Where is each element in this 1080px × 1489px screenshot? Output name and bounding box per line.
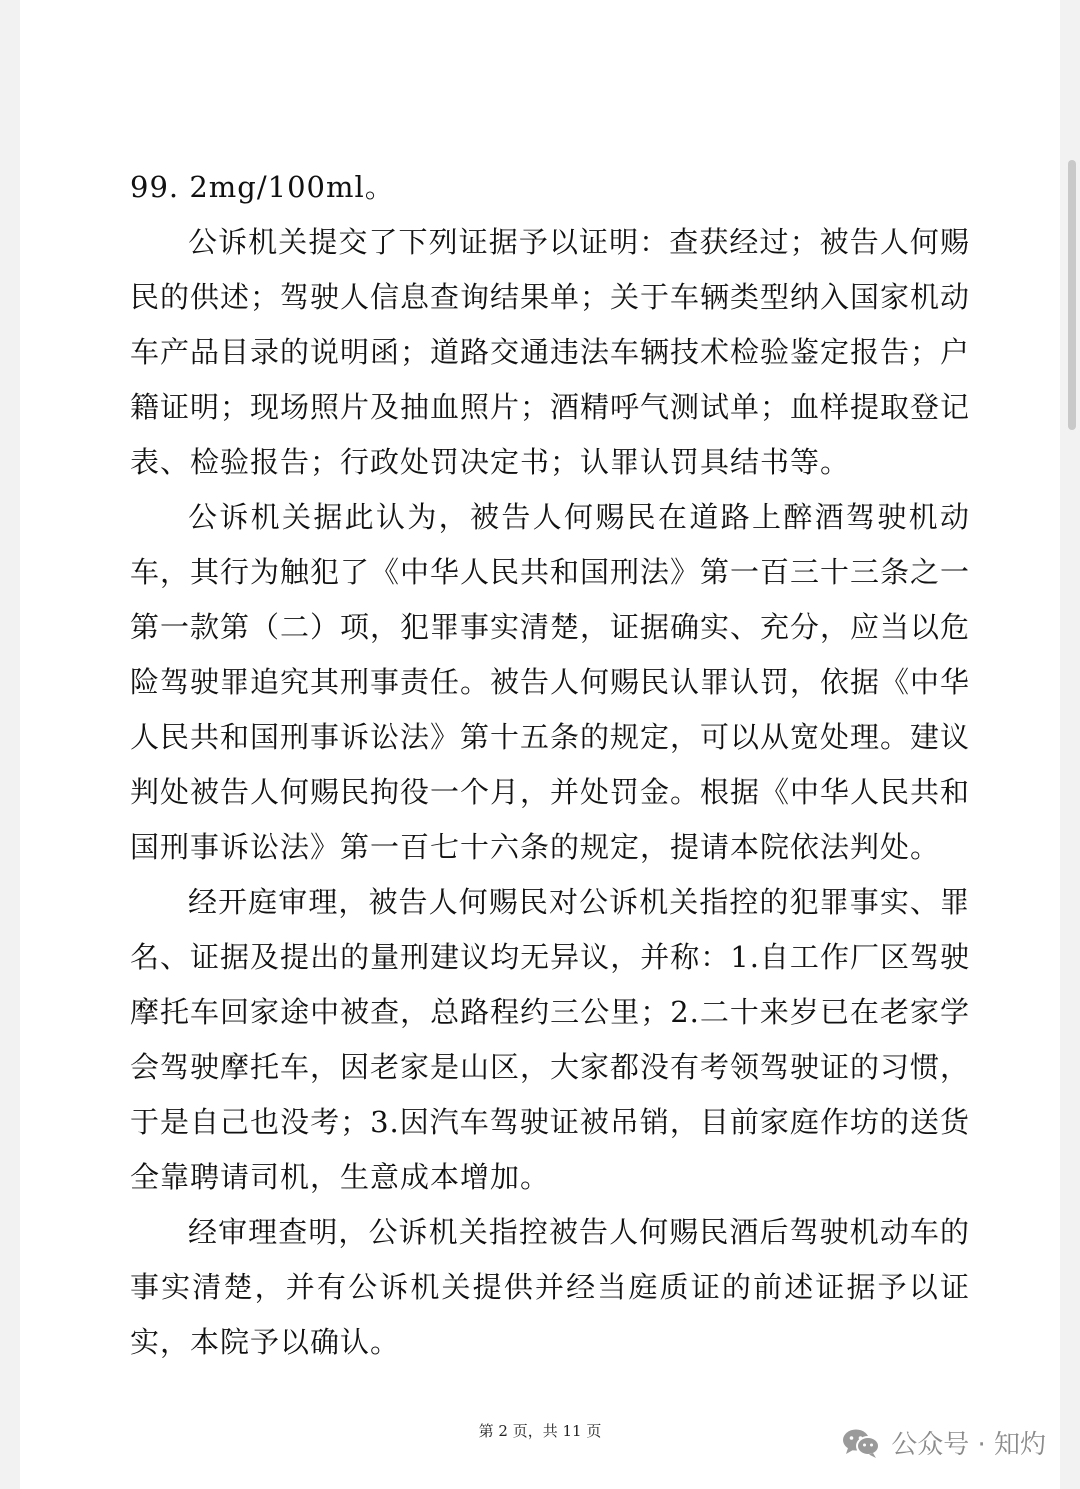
page-number: 第 2 页，共 11 页: [478, 1422, 602, 1440]
paragraph-court-finding: 经审理查明，公诉机关指控被告人何赐民酒后驾驶机动车的事实清楚，并有公诉机关提供并经当庭质证的前述证据予以证实，本院予以确认。: [130, 1215, 970, 1359]
wechat-watermark: [841, 1424, 1046, 1461]
watermark-text: 公众号 · 知灼: [891, 1430, 1046, 1460]
scrollbar-thumb[interactable]: [1068, 160, 1076, 430]
paragraph-continuation: 99. 2mg/100ml。: [130, 170, 395, 204]
paragraph-prosecution-opinion: 公诉机关据此认为，被告人何赐民在道路上醉酒驾驶机动车，其行为触犯了《中华人民共和国刑法》第一百三十三条之一第一款第（二）项，犯罪事实清楚，证据确实、充分，应当以危险驾驶罪追究其刑事责任。被告人何赐民认罪认罚，依据《中华人民共和国刑事诉讼法》第十五条的规定，可以从宽处理。建议判处被告人何赐民拘役一个月，并处罚金。根据《中华人民共和国刑事诉讼法》第一百七十六条的规定，提请本院依法判处。: [130, 500, 971, 864]
wechat-icon: [841, 1427, 881, 1459]
document-page: [20, 0, 1060, 1489]
paragraph-evidence: 公诉机关提交了下列证据予以证明：查获经过；被告人何赐民的供述；驾驶人信息查询结果单；关于车辆类型纳入国家机动车产品目录的说明函；道路交通违法车辆技术检验鉴定报告；户籍证明；现场照片及抽血照片；酒精呼气测试单；血样提取登记表、检验报告；行政处罚决定书；认罪认罚具结书等。: [130, 225, 971, 479]
paragraph-trial-statement: 经开庭审理，被告人何赐民对公诉机关指控的犯罪事实、罪名、证据及提出的量刑建议均无异议，并称：1.自工作厂区驾驶摩托车回家途中被查，总路程约三公里；2.二十来岁已在老家学会驾驶摩托车，因老家是山区，大家都没有考领驾驶证的习惯，于是自己也没考；3.因汽车驾驶证被吊销，目前家庭作坊的送货全靠聘请司机，生意成本增加。: [130, 885, 971, 1194]
document-body: [130, 160, 970, 1370]
